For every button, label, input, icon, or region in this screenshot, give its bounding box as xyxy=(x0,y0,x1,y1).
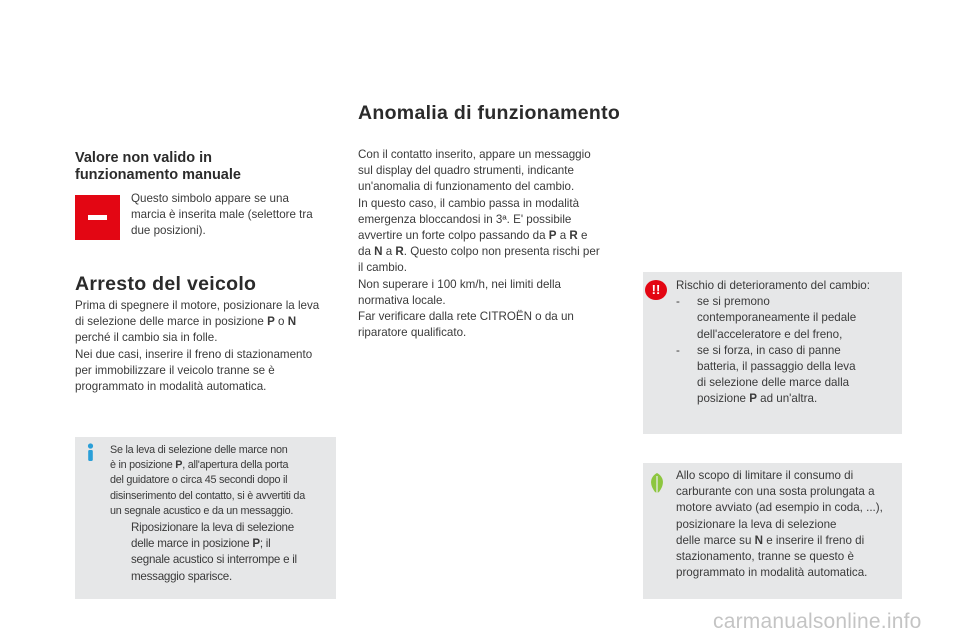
malfunction-title: Anomalia di funzionamento xyxy=(358,102,621,124)
instruction-item xyxy=(110,520,336,585)
text-line: Allo scopo di limitare il consumo di xyxy=(676,469,854,482)
text-fragment: segnale acustico si interrompe e il xyxy=(131,553,297,567)
text-line: Prima di spegnere il motore, posizionare la leva xyxy=(75,299,320,312)
text-line: normativa locale. xyxy=(358,293,446,307)
position-p: P xyxy=(175,459,183,472)
dash-bullet: - xyxy=(676,295,680,309)
position-p: P xyxy=(749,392,757,406)
dash-bullet: - xyxy=(676,343,680,357)
text-fragment: ; il xyxy=(259,537,271,551)
text-line: un segnale acustico e da un messaggio. xyxy=(110,504,294,517)
text-line xyxy=(358,228,633,244)
gear-fault-symbol xyxy=(75,195,120,240)
watermark: carmanualsonline.info xyxy=(713,610,922,633)
text-fragment: o xyxy=(274,315,288,329)
text-line: Se la leva di selezione delle marce non xyxy=(110,444,288,456)
text-fragment: dell'acceleratore e del freno, xyxy=(697,327,843,341)
text-line: stazionamento, tranne se questo è xyxy=(676,550,854,564)
position-p: P xyxy=(252,537,260,551)
text-fragment: Riposizionare la leva di selezione xyxy=(131,521,294,535)
dash-icon xyxy=(88,215,107,220)
manual-invalid-title-line1: Valore non valido in xyxy=(75,150,212,166)
text-line: programmato in modalità automatica. xyxy=(75,380,267,394)
text-line: sul display del quadro strumenti, indicante xyxy=(358,164,574,178)
text-fragment: e inserire il freno di xyxy=(763,533,865,547)
text-line: il cambio. xyxy=(358,261,407,275)
position-r: R xyxy=(569,229,578,243)
checkbox-icon xyxy=(110,520,131,585)
manual-invalid-title-line2: funzionamento manuale xyxy=(75,167,241,183)
position-n: N xyxy=(754,533,763,547)
instruction-text xyxy=(131,520,297,585)
eco-panel xyxy=(643,463,902,599)
text-fragment: è in posizione xyxy=(110,459,176,472)
warning-icon xyxy=(645,280,667,300)
info-text xyxy=(110,443,336,585)
text-fragment: e xyxy=(577,229,588,243)
text-line: un'anomalia di funzionamento del cambio. xyxy=(358,180,575,194)
malfunction-text xyxy=(358,147,633,341)
warning-item-text xyxy=(697,343,856,408)
warning-icon-glyph: !! xyxy=(651,282,661,297)
position-n: N xyxy=(374,245,383,259)
text-fragment: contemporaneamente il pedale xyxy=(697,311,857,325)
text-fragment: di selezione delle marce dalla xyxy=(697,376,850,390)
text-line: Con il contatto inserito, appare un messaggio xyxy=(358,148,591,161)
warning-item-text xyxy=(697,294,856,343)
position-p: P xyxy=(548,229,557,243)
manual-invalid-text xyxy=(131,191,336,240)
text-line: motore avviato (ad esempio in coda, ...), xyxy=(676,501,883,515)
vehicle-stop-title: Arresto del veicolo xyxy=(75,273,257,295)
text-line: posizionare la leva di selezione xyxy=(676,517,837,531)
text-line: carburante con una sosta prolungata a xyxy=(676,485,875,499)
manual-invalid-title xyxy=(75,150,241,184)
text-line xyxy=(676,533,900,549)
text-fragment: di selezione delle marce in posizione xyxy=(75,315,268,329)
text-fragment: se si premono xyxy=(697,295,770,309)
warning-panel xyxy=(643,272,902,434)
position-r: R xyxy=(395,245,404,259)
text-line: marcia è inserita male (selettore tra xyxy=(131,208,313,222)
text-line: per immobilizzare il veicolo tranne se è xyxy=(75,363,275,377)
text-line: riparatore qualificato. xyxy=(358,326,467,340)
text-fragment: . Questo colpo non presenta rischi per xyxy=(403,245,600,259)
text-line: del guidatore o circa 45 secondi dopo il xyxy=(110,474,288,487)
text-fragment: se si forza, in caso di panne xyxy=(697,343,841,357)
info-icon xyxy=(83,443,98,462)
text-fragment: , all'apertura della porta xyxy=(182,459,289,472)
text-fragment: batteria, il passaggio della leva xyxy=(697,360,856,374)
leaf-icon xyxy=(647,472,667,494)
text-fragment: delle marce in posizione xyxy=(131,537,253,551)
text-line: due posizioni). xyxy=(131,224,206,238)
eco-text xyxy=(676,468,900,581)
text-line: Far verificare dalla rete CITROËN o da un xyxy=(358,310,574,324)
text-fragment: a xyxy=(556,229,570,243)
text-fragment: da xyxy=(358,245,375,259)
text-line: Non superare i 100 km/h, nei limiti della xyxy=(358,277,561,291)
info-panel xyxy=(75,437,336,599)
text-fragment: messaggio sparisce. xyxy=(131,569,232,583)
position-p: P xyxy=(267,315,275,329)
text-line: disinserimento del contatto, si è avvertiti da xyxy=(110,489,305,502)
vehicle-stop-text xyxy=(75,298,345,395)
warning-item xyxy=(676,294,900,343)
text-line: emergenza bloccandosi in 3ª. E' possibile xyxy=(358,212,572,226)
text-line: Nei due casi, inserire il freno di stazionamento xyxy=(75,347,313,361)
text-fragment: posizione xyxy=(697,392,750,406)
text-fragment: avvertire un forte colpo passando da xyxy=(358,229,549,243)
text-line: programmato in modalità automatica. xyxy=(676,566,868,580)
text-fragment: delle marce su xyxy=(676,533,755,547)
text-line: Questo simbolo appare se una xyxy=(131,192,289,205)
text-fragment: ad un'altra. xyxy=(756,392,818,406)
text-line: perché il cambio sia in folle. xyxy=(75,331,218,345)
warning-item xyxy=(676,343,900,408)
text-line xyxy=(75,314,345,330)
text-line: Rischio di deterioramento del cambio: xyxy=(676,279,870,292)
text-fragment: a xyxy=(382,245,396,259)
text-line: In questo caso, il cambio passa in modalità xyxy=(358,196,580,210)
text-line xyxy=(110,458,336,473)
text-line xyxy=(358,244,633,260)
warning-text xyxy=(676,278,900,408)
position-n: N xyxy=(287,315,297,329)
